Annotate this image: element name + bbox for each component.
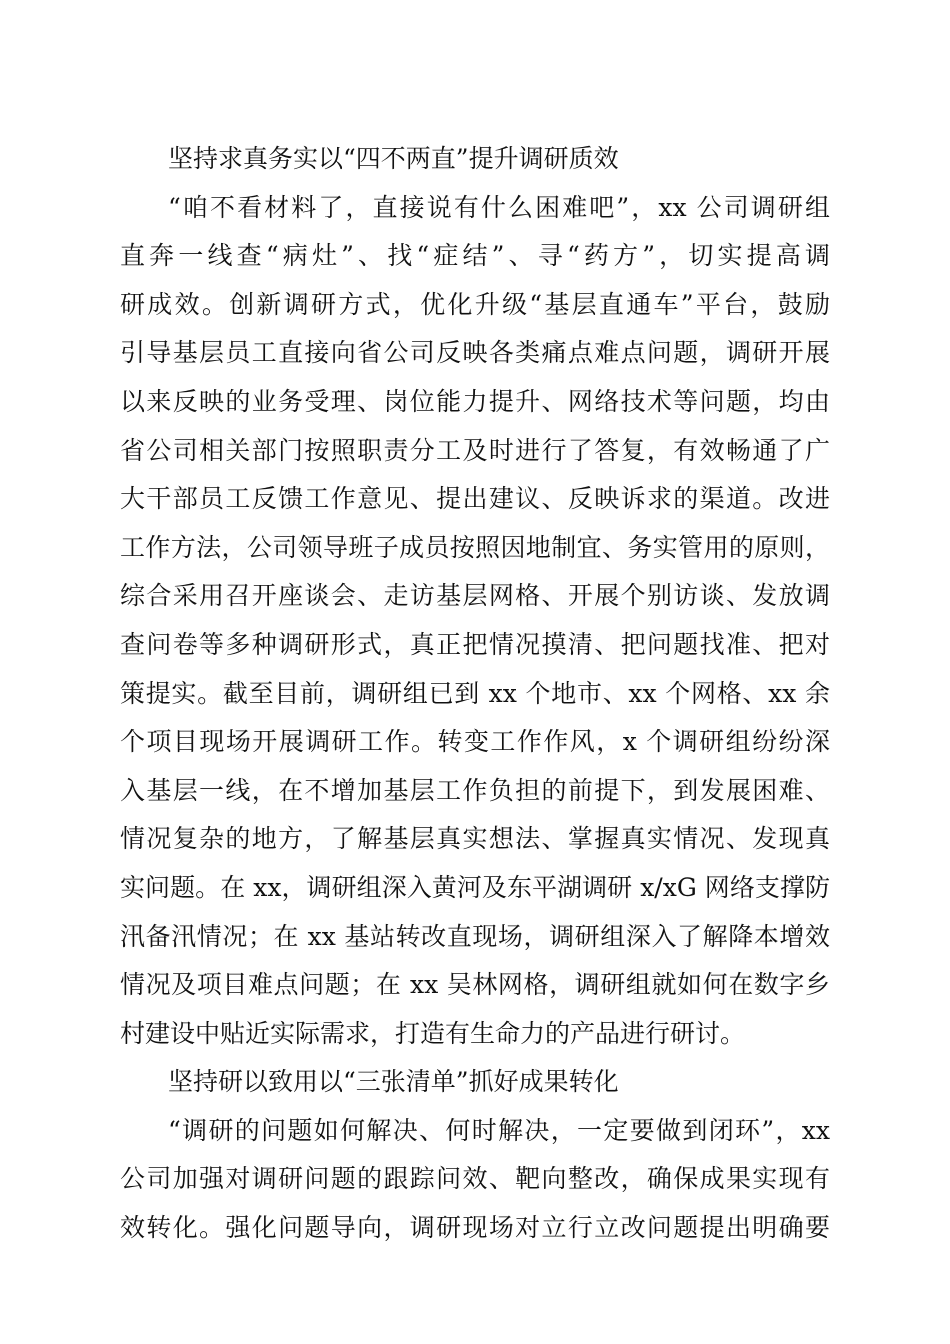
paragraph-line: 策提实。截至目前，调研组已到 xx 个地市、xx 个网格、xx 余 — [120, 678, 830, 708]
section-heading-2: 坚持研以致用以“三张清单”抓好成果转化 — [168, 1067, 619, 1097]
paragraph-line: 情况及项目难点问题；在 xx 吴林网格，调研组就如何在数字乡 — [120, 970, 830, 1000]
paragraph-line: “咱不看材料了，直接说有什么困难吧”，xx 公司调研组 — [168, 192, 830, 222]
paragraph-line: 综合采用召开座谈会、走访基层网格、开展个别访谈、发放调 — [120, 581, 830, 611]
section-heading-1: 坚持求真务实以“四不两直”提升调研质效 — [168, 144, 619, 173]
paragraph-line: 以来反映的业务受理、岗位能力提升、网络技术等问题，均由 — [120, 386, 830, 416]
paragraph-line: 工作方法，公司领导班子成员按照因地制宜、务实管用的原则， — [120, 532, 830, 562]
paragraph-line: “调研的问题如何解决、何时解决，一定要做到闭环”，xx — [168, 1115, 830, 1145]
paragraph-line: 直奔一线查“病灶”、找“症结”、寻“药方”，切实提高调 — [120, 241, 830, 271]
paragraph-line: 效转化。强化问题导向，调研现场对立行立改问题提出明确要 — [120, 1213, 830, 1243]
document-page — [120, 135, 830, 1253]
paragraph-line: 引导基层员工直接向省公司反映各类痛点难点问题，调研开展 — [120, 338, 830, 368]
paragraph-line: 研成效。创新调研方式，优化升级“基层直通车”平台，鼓励 — [120, 289, 830, 319]
paragraph-line: 查问卷等多种调研形式，真正把情况摸清、把问题找准、把对 — [120, 629, 830, 659]
paragraph-line: 入基层一线，在不增加基层工作负担的前提下，到发展困难、 — [120, 775, 830, 805]
paragraph-line: 大干部员工反馈工作意见、提出建议、反映诉求的渠道。改进 — [120, 484, 830, 514]
paragraph-line: 省公司相关部门按照职责分工及时进行了答复，有效畅通了广 — [120, 435, 830, 465]
paragraph-line: 情况复杂的地方，了解基层真实想法、掌握真实情况、发现真 — [120, 824, 830, 854]
paragraph-line-last: 村建设中贴近实际需求，打造有生命力的产品进行研讨。 — [120, 1018, 746, 1048]
paragraph-line: 公司加强对调研问题的跟踪问效、靶向整改，确保成果实现有 — [120, 1164, 830, 1194]
paragraph-line: 实问题。在 xx，调研组深入黄河及东平湖调研 x/xG 网络支撑防 — [120, 872, 830, 902]
paragraph-line: 汛备汛情况；在 xx 基站转改直现场，调研组深入了解降本增效 — [120, 921, 830, 951]
paragraph-line: 个项目现场开展调研工作。转变工作作风，x 个调研组纷纷深 — [120, 727, 830, 757]
